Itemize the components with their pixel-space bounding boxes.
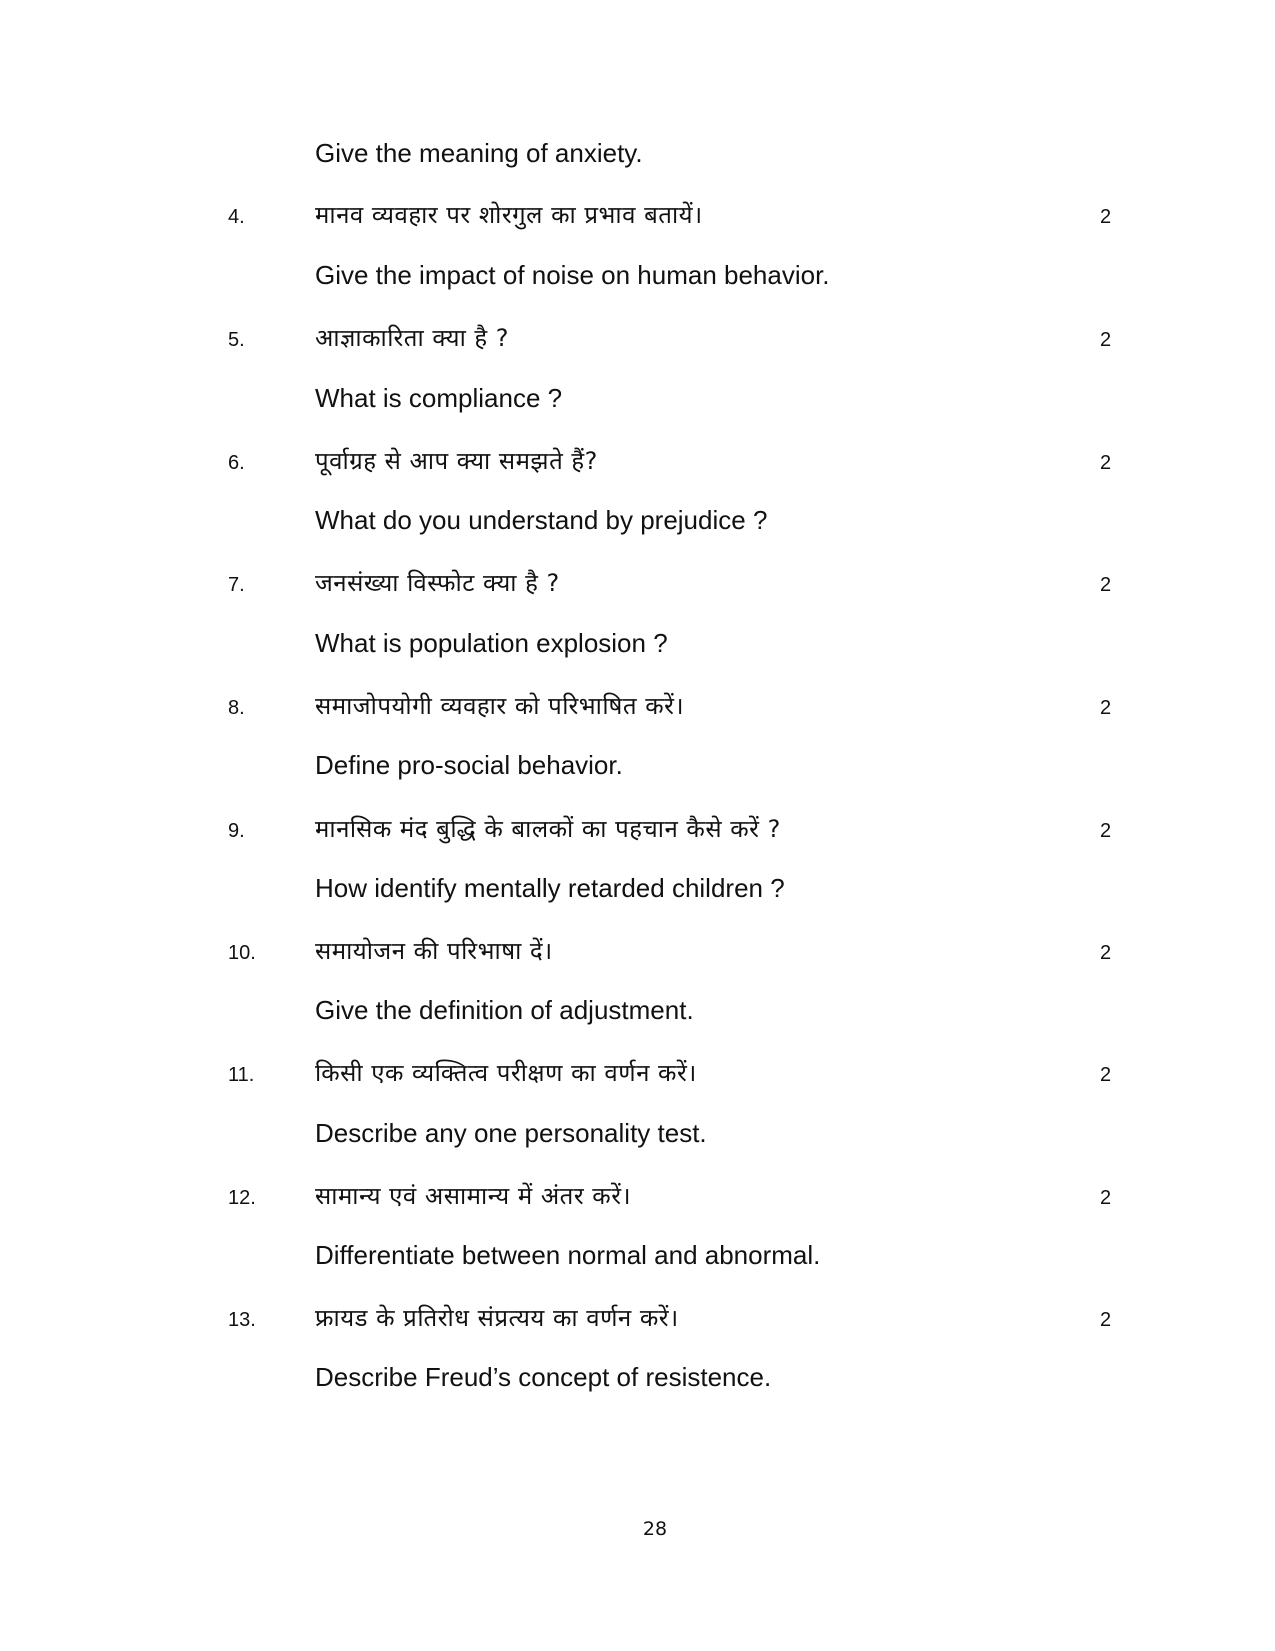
question-8-english-line: [0, 746, 1275, 786]
question-hindi-text: मानसिक मंद बुद्धि के बालकों का पहचान कैसे करें ?: [315, 815, 781, 843]
question-9-english-line: [0, 869, 1275, 909]
question-5-english-line: [0, 379, 1275, 419]
question-english-text: What is population explosion ?: [315, 628, 668, 658]
question-english-text: Give the definition of adjustment.: [315, 995, 694, 1025]
question-marks: 2: [1100, 1309, 1112, 1331]
question-number: 9.: [228, 820, 245, 842]
question-marks: 2: [1100, 574, 1112, 596]
question-marks: 2: [1100, 697, 1112, 719]
question-english-text: Define pro-social behavior.: [315, 750, 623, 780]
question-number: 12.: [228, 1187, 256, 1209]
question-10-hindi-line: [0, 930, 1275, 970]
question-english-text: Describe any one personality test.: [315, 1118, 707, 1148]
question-8-hindi-line: [0, 685, 1275, 725]
question-marks: 2: [1100, 452, 1112, 474]
question-hindi-text: मानव व्यवहार पर शोरगुल का प्रभाव बतायें।: [315, 201, 703, 229]
question-marks: 2: [1100, 1187, 1112, 1209]
question-marks: 2: [1100, 329, 1112, 351]
question-12-hindi-line: [0, 1175, 1275, 1215]
question-marks: 2: [1100, 942, 1112, 964]
question-hindi-text: समाजोपयोगी व्यवहार को परिभाषित करें।: [315, 692, 685, 720]
question-number: 13.: [228, 1309, 256, 1331]
question-number: 6.: [228, 452, 245, 474]
question-number: 7.: [228, 574, 245, 596]
question-hindi-text: सामान्य एवं असामान्य में अंतर करें।: [315, 1182, 632, 1210]
question-number: 11.: [228, 1064, 255, 1086]
question-hindi-text: फ्रायड के प्रतिरोध संप्रत्यय का वर्णन करें।: [315, 1304, 679, 1332]
question-hindi-text: समायोजन की परिभाषा दें।: [315, 937, 553, 965]
question-number: 4.: [228, 206, 245, 228]
question-marks: 2: [1100, 820, 1112, 842]
question-english-text: Describe Freud’s concept of resistence.: [315, 1362, 772, 1392]
question-13-hindi-line: [0, 1297, 1275, 1337]
question-4-english-line: [0, 256, 1275, 296]
question-12-english-line: [0, 1236, 1275, 1276]
question-english-text: What do you understand by prejudice ?: [315, 505, 768, 535]
question-hindi-text: किसी एक व्यक्तित्व परीक्षण का वर्णन करें।: [315, 1059, 697, 1087]
question-hindi-text: आज्ञाकारिता क्या है ?: [315, 324, 510, 352]
question-11-english-line: [0, 1114, 1275, 1154]
question-english-text: What is compliance ?: [315, 383, 563, 413]
question-10-english-line: [0, 991, 1275, 1031]
question-english-text: Give the meaning of anxiety.: [315, 138, 643, 168]
question-english-text: Give the impact of noise on human behavior.: [315, 260, 830, 290]
question-6-english-line: [0, 501, 1275, 541]
page-number: 28: [642, 1518, 668, 1540]
question-6-hindi-line: [0, 440, 1275, 480]
question-13-english-line: [0, 1358, 1275, 1398]
question-number: 10.: [228, 942, 256, 964]
question-11-hindi-line: [0, 1052, 1275, 1092]
question-9-hindi-line: [0, 808, 1275, 848]
question-hindi-text: पूर्वाग्रह से आप क्या समझते हैं?: [315, 447, 598, 475]
question-english-text: How identify mentally retarded children ?: [315, 873, 785, 903]
question-number: 5.: [228, 329, 245, 351]
lead-english-line: [0, 134, 1275, 174]
question-marks: 2: [1100, 1064, 1112, 1086]
question-number: 8.: [228, 697, 245, 719]
question-hindi-text: जनसंख्या विस्फोट क्या है ?: [315, 569, 560, 597]
question-7-english-line: [0, 624, 1275, 664]
question-english-text: Differentiate between normal and abnormal.: [315, 1240, 821, 1270]
question-marks: 2: [1100, 206, 1112, 228]
question-7-hindi-line: [0, 562, 1275, 602]
question-4-hindi-line: [0, 194, 1275, 234]
question-5-hindi-line: [0, 317, 1275, 357]
